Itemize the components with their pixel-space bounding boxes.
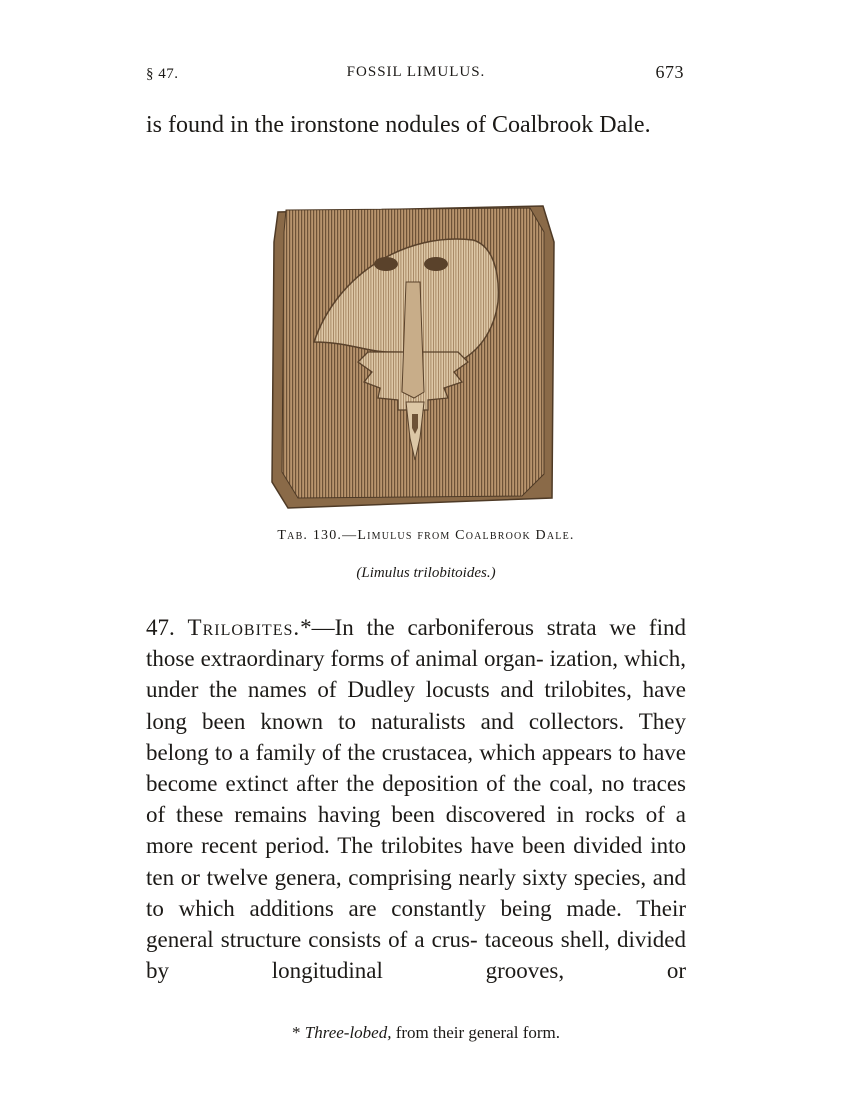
intro-paragraph: is found in the ironstone nodules of Coalbrook Dale. bbox=[146, 112, 651, 138]
section-47-paragraph bbox=[146, 612, 686, 986]
footnote-text: from their general form. bbox=[395, 1023, 560, 1042]
footnote bbox=[146, 1023, 706, 1043]
fossil-illustration bbox=[268, 202, 558, 512]
figure-subcaption: (Limulus trilobitoides.) bbox=[356, 565, 496, 581]
footnote-italic: Three-lobed, bbox=[304, 1023, 392, 1042]
page-number: 673 bbox=[655, 62, 684, 82]
section-heading: Trilobites. bbox=[187, 615, 301, 640]
footnote-reference: * bbox=[300, 615, 312, 640]
section-mark: § 47. bbox=[146, 66, 179, 82]
paragraph-text: In the carboniferous strata we find those extraordinary forms of animal organ- ization, which, under the names of Dudley locusts and trilobites, have long been known to naturalists and collectors. They belong to a family of the crustacea, which appears to have become extinct after the deposition of the coal, no traces of these remains having been discovered in rocks of a more recent period. The trilobites have been divided into ten or twelve genera, comprising nearly sixty species, and to which additions are constantly being made. Their general structure consists of a crus- taceous shell, divided by longitudinal grooves, or bbox=[146, 615, 686, 984]
running-title: FOSSIL LIMULUS. bbox=[346, 64, 486, 80]
heading-dash: — bbox=[311, 615, 335, 640]
running-header bbox=[146, 62, 686, 86]
figure-caption: Tab. 130.—Limulus from Coalbrook Dale. bbox=[277, 528, 575, 543]
footnote-mark: * bbox=[292, 1023, 301, 1042]
limulus-engraving bbox=[268, 202, 558, 512]
section-number: 47. bbox=[146, 615, 175, 640]
